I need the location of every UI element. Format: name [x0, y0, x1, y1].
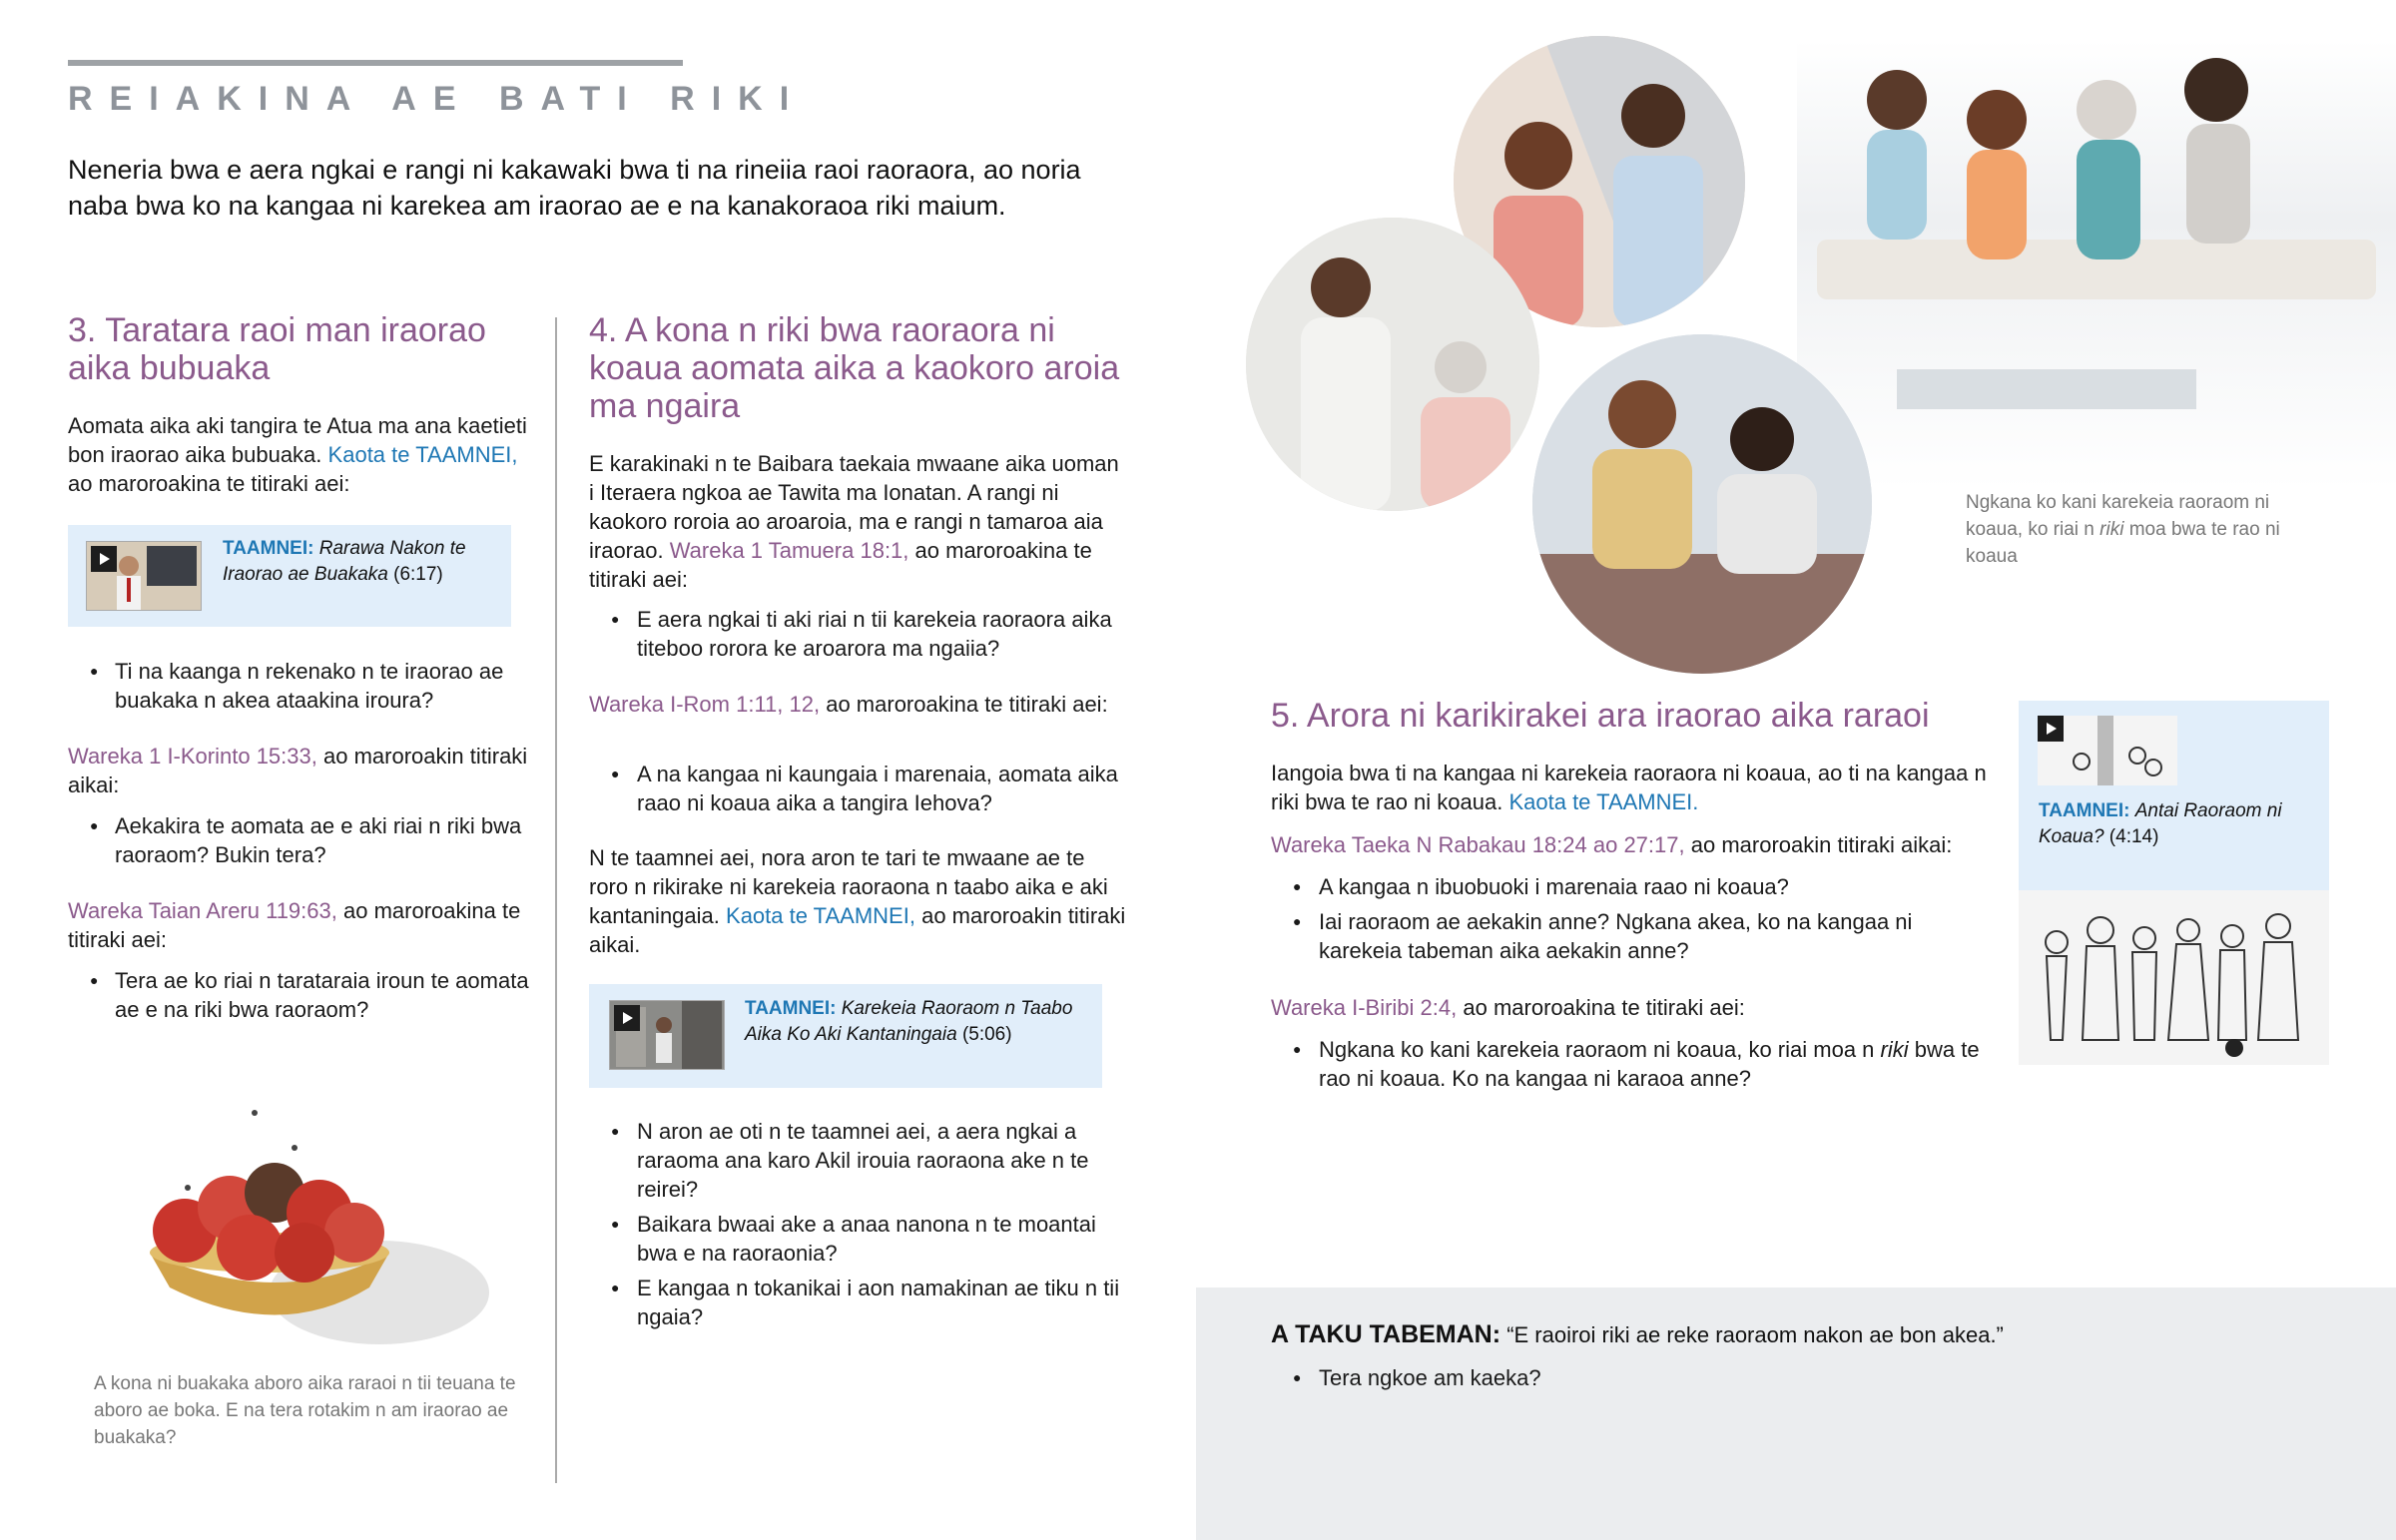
section-3-title: 3. Taratara raoi man iraorao aika bubuaka — [68, 311, 486, 387]
show-video-link[interactable]: Kaota te TAAMNEI, — [327, 442, 518, 467]
list-item: ● Aekakira te aomata ae e aki riai n riki bwa raoraom? Bukin tera? — [68, 811, 537, 869]
list-item-italic: riki — [1880, 1037, 1909, 1062]
photo-caption-italic: riki — [2099, 519, 2124, 540]
section-4-list-1 — [589, 605, 1128, 669]
photo-caption — [1966, 489, 2325, 570]
section-5-title: 5. Arora ni karikirakei ara iraorao aika raraoi — [1271, 697, 1930, 735]
scripture-ref-5 — [1271, 993, 1990, 1022]
section-4-text: E karakinaki n te Baibara taekaia mwaane aika uoman i Iteraera ngkoa ae Tawita ma Ionatan. A rangi ni kaokoro roroia ao aroaroia, ma e rangi n tamaroa aia iraorao. — [589, 451, 1119, 563]
objection-label: A TAKU TABEMAN: — [1271, 1320, 1501, 1348]
scripture-instruction: ao maroroakin titiraki aikai: — [68, 744, 528, 797]
play-icon[interactable] — [91, 546, 117, 572]
scripture-link[interactable]: Wareka I-Biribi 2:4, — [1271, 995, 1458, 1020]
play-icon[interactable] — [2038, 716, 2064, 742]
apple-caption: A kona ni buakaka aboro aika raraoi n tii teuana te aboro ae boka. E na tera rotakim n am iraorao ae buakaka? — [94, 1373, 516, 1448]
list-item: ● Ti na kaanga n rekenako n te iraorao ae buakaka n akea ataakina iroura? — [68, 657, 537, 715]
scripture-ref-4 — [1271, 830, 1990, 859]
people-sketch-illustration — [2029, 900, 2319, 1060]
column-divider — [555, 317, 557, 1483]
comforting-illustration — [1532, 334, 1872, 674]
list-item: ● Tera ngkoe am kaeka? — [1271, 1363, 2329, 1392]
scripture-ref-2 — [68, 896, 537, 954]
video-duration: (6:17) — [393, 564, 443, 585]
scripture-instruction: ao maroroakina te titiraki aei: — [826, 692, 1108, 717]
video-box-bad-friends[interactable] — [68, 525, 511, 627]
scripture-ref-3 — [589, 690, 1128, 719]
section-4-list-2 — [589, 760, 1128, 823]
scripture-link[interactable]: Wareka Taeka N Rabakau 18:24 ao 27:17, — [1271, 832, 1685, 857]
section-3-list-1 — [68, 657, 537, 721]
scripture-link[interactable]: Wareka Taian Areru 119:63, — [68, 898, 337, 923]
list-item: ● Baikara bwaai ake a anaa nanona n te moantai bwa e na raoraonia? — [589, 1210, 1128, 1268]
list-item: ● Tera ae ko riai n tarataraia iroun te aomata ae e na riki bwa raoraom? — [68, 966, 537, 1024]
apple-bowl-illustration — [130, 1103, 489, 1357]
list-item: ● A na kangaa ni kaungaia i marenaia, aomata aika raao ni koaua aika a tangira Iehova? — [589, 760, 1128, 817]
scripture-instruction: ao maroroakina te titiraki aei: — [68, 898, 521, 952]
video-caption — [2039, 798, 2318, 850]
section-4-tail: ao maroroakin titiraki aikai. — [589, 903, 1126, 957]
list-item-tail: bwa te rao ni koaua. Ko na kangaa ni karaoa anne? — [1319, 1037, 1980, 1091]
section-3-list-3 — [68, 966, 537, 1030]
list-item-text: Ngkana ko kani karekeia raoraom ni koaua, ko riai moa n — [1319, 1037, 1875, 1062]
play-icon[interactable] — [614, 1005, 640, 1031]
list-item — [1271, 1035, 1990, 1093]
video-label: TAAMNEI: — [223, 538, 314, 559]
scripture-link[interactable]: Wareka I-Rom 1:11, 12, — [589, 692, 821, 717]
video-title: Antai Raoraom ni Koaua? — [2039, 800, 2282, 847]
video-title: Rarawa Nakon te Iraorao ae Buakaka — [223, 538, 466, 585]
photo-caption-tail: moa bwa te rao ni koaua — [1966, 519, 2280, 567]
video-thumbnail[interactable] — [609, 1000, 725, 1070]
friends-group-illustration — [1797, 40, 2396, 489]
scripture-instruction: ao maroroakina te titiraki aei: — [589, 538, 1092, 592]
video-label: TAAMNEI: — [745, 998, 837, 1019]
video-caption — [223, 536, 492, 588]
section-3-paragraph — [68, 411, 537, 498]
section-4-paragraph-2 — [589, 843, 1128, 959]
show-video-link[interactable]: Kaota te TAAMNEI. — [1508, 789, 1699, 814]
scripture-instruction: ao maroroakin titiraki aikai: — [1690, 832, 1953, 857]
footer-list — [1271, 1363, 2329, 1398]
page-header: REIAKINA AE BATI RIKI — [68, 80, 807, 118]
section-4-list-3 — [589, 1117, 1128, 1337]
video-duration: (5:06) — [961, 1024, 1012, 1045]
show-video-link[interactable]: Kaota te TAAMNEI, — [726, 903, 915, 928]
section-4-paragraph-1 — [589, 449, 1128, 594]
section-3-list-2 — [68, 811, 537, 875]
section-3-text: Aomata aika aki tangira te Atua ma ana kaetieti bon iraorao aika bubuaka. — [68, 413, 527, 467]
video-thumbnail[interactable] — [2038, 716, 2177, 785]
scripture-link[interactable]: Wareka 1 I-Korinto 15:33, — [68, 744, 317, 769]
photo-elderly-care — [1246, 218, 1539, 511]
section-5-paragraph — [1271, 759, 1990, 816]
section-5-list-1 — [1271, 872, 1990, 971]
list-item: ● Iai raoraom ae aekakin anne? Ngkana akea, ko na kangaa ni karekeia tabeman aika aekakin anne? — [1271, 907, 1990, 965]
section-4-title: 4. A kona n riki bwa raoraora ni koaua aomata aika a kaokoro aroia ma ngaira — [589, 311, 1120, 425]
photo-comforting — [1532, 334, 1872, 674]
scripture-link[interactable]: Wareka 1 Tamuera 18:1, — [669, 538, 909, 563]
video-caption — [745, 996, 1084, 1048]
scripture-ref-1 — [68, 742, 537, 799]
header-rule — [68, 60, 683, 66]
section-5-list-2 — [1271, 1035, 1990, 1099]
list-item: ● N aron ae oti n te taamnei aei, a aera ngkai a raraoma ana karo Akil irouia raoraona ake n te reirei? — [589, 1117, 1128, 1204]
video-box-unexpected-friends[interactable] — [589, 984, 1102, 1088]
objection-line — [1271, 1319, 2329, 1350]
video-title: Karekeia Raoraom n Taabo Aika Ko Aki Kantaningaia — [745, 998, 1073, 1045]
group-photo — [1797, 40, 2396, 489]
section-3-tail: ao maroroakina te titiraki aei: — [68, 471, 350, 496]
section-4-text-2: N te taamnei aei, nora aron te tari te mwaane ae te roro n rikirake ni karekeia raoraona n taabo aika e aki kantaningaia. — [589, 845, 1108, 928]
list-item: ● E aera ngkai ti aki riai n tii karekeia raoraora aika titeboo rorora ke aroarora ma ngaiia? — [589, 605, 1128, 663]
objection-quote: “E raoiroi riki ae reke raoraom nakon ae bon akea.” — [1506, 1322, 2004, 1347]
list-item: ● A kangaa n ibuobuoki i marenaia raao ni koaua? — [1271, 872, 1990, 901]
video-box-true-friend[interactable] — [2019, 701, 2329, 1065]
photo-caption-text: Ngkana ko kani karekeia raoraom ni koaua, ko riai n — [1966, 492, 2270, 540]
intro-text: Neneria bwa e aera ngkai e rangi ni kakawaki bwa ti na rineiia raoi raoraora, ao noria naba bwa ko na kangaa ni karekea am iraorao ae e na kanakoraoa riki maium. — [68, 155, 1081, 221]
video-duration: (4:14) — [2108, 826, 2159, 847]
section-5-text: Iangoia bwa ti na kangaa ni karekeia raoraora ni koaua, ao ti na kangaa n riki bwa te rao ni koaua. — [1271, 761, 1987, 814]
video-thumbnail[interactable] — [86, 541, 202, 611]
video-label: TAAMNEI: — [2039, 800, 2130, 821]
list-item: ● E kangaa n tokanikai i aon namakinan ae tiku n tii ngaia? — [589, 1274, 1128, 1331]
elderly-care-illustration — [1246, 218, 1539, 511]
scripture-instruction: ao maroroakina te titiraki aei: — [1463, 995, 1745, 1020]
